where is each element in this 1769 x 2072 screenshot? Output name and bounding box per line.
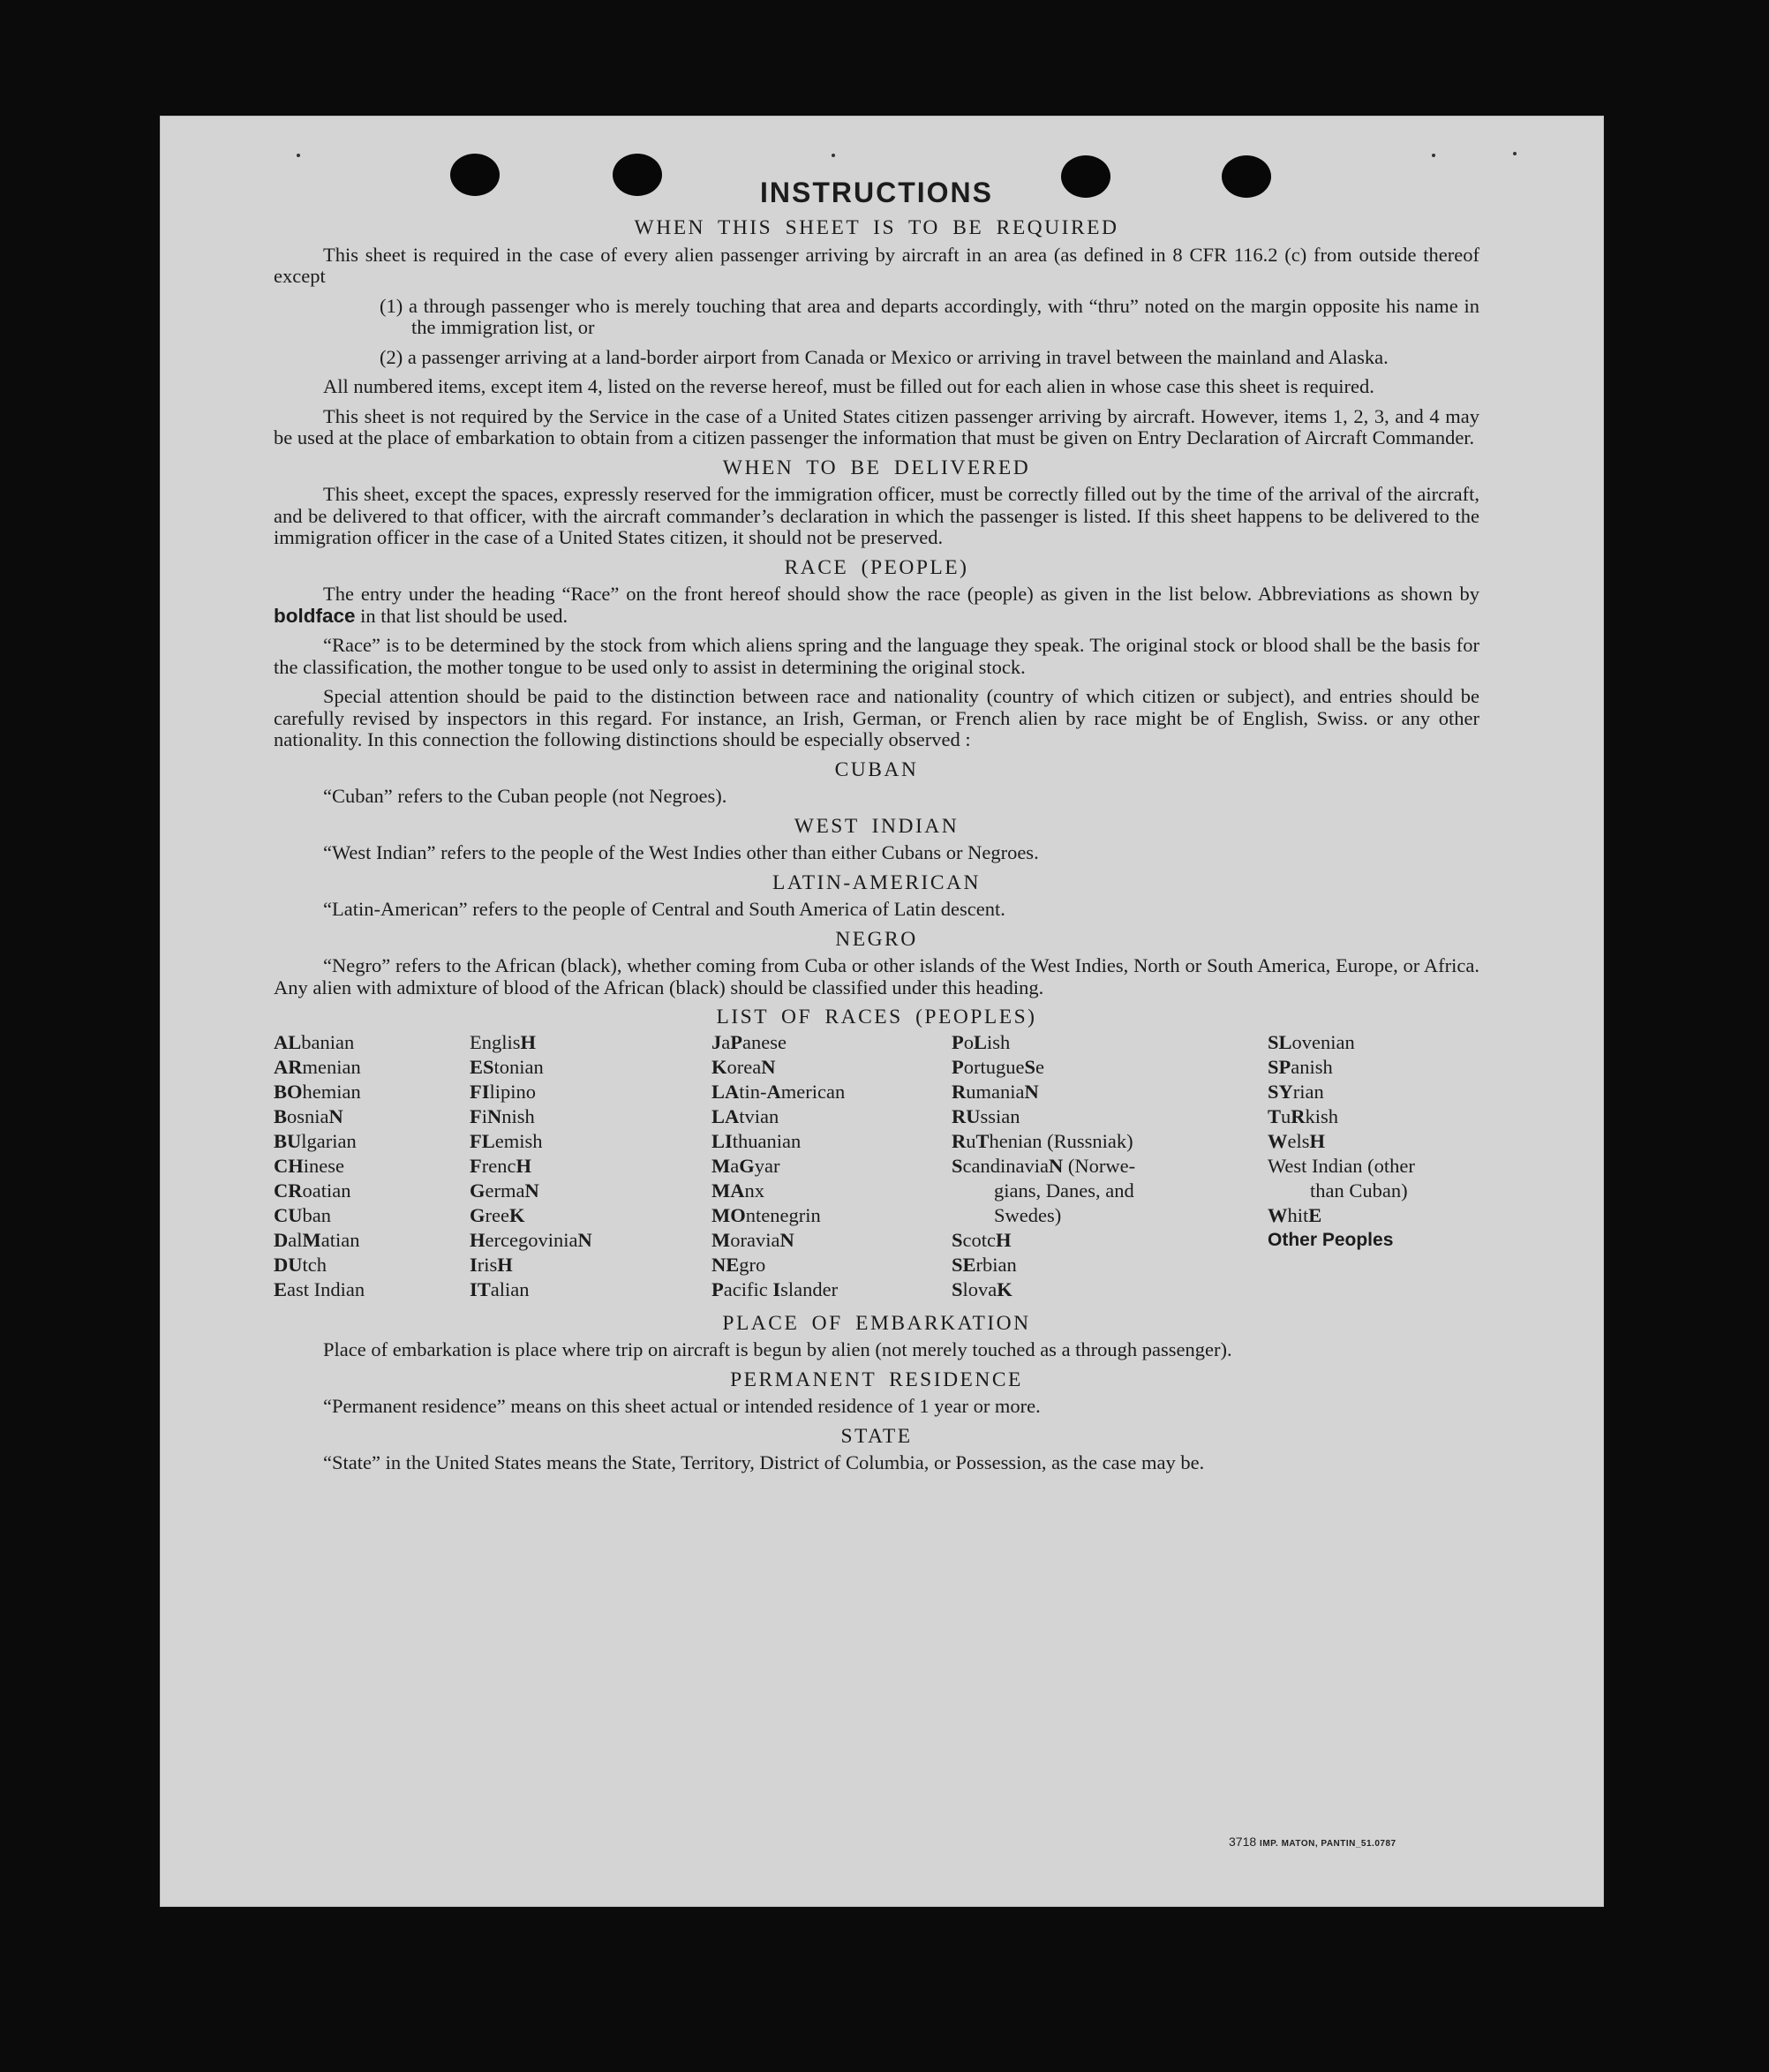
- race-entry: [711, 1154, 952, 1179]
- race-text: emish: [494, 1129, 543, 1152]
- race-text: atian: [320, 1228, 360, 1251]
- race-text: ortugue: [963, 1055, 1025, 1078]
- race-entry: [470, 1203, 711, 1228]
- race-entry: [274, 1104, 470, 1129]
- form-imprint: [1229, 1835, 1396, 1849]
- race-entry: [952, 1104, 1268, 1129]
- race-abbrev: B: [274, 1104, 288, 1127]
- race-entry-text-a: The entry under the heading “Race” on the front hereof should show the race (people) as given in the list below. Abbreviations as shown by: [323, 583, 1479, 605]
- race-text: ercegovinia: [485, 1228, 578, 1251]
- race-text: nx: [744, 1179, 764, 1202]
- instructions-body: [274, 175, 1479, 1482]
- race-abbrev: NE: [711, 1253, 740, 1276]
- race-abbrev: DU: [274, 1253, 303, 1276]
- race-abbrev: T: [975, 1129, 990, 1152]
- races-column: [711, 1030, 952, 1302]
- race-entry: [952, 1154, 1268, 1179]
- race-abbrev: LI: [711, 1129, 733, 1152]
- race-text: nish: [501, 1104, 535, 1127]
- race-text: Other Peoples: [1268, 1229, 1394, 1250]
- race-entry: [274, 1055, 470, 1080]
- race-text: hit: [1287, 1203, 1309, 1226]
- race-abbrev: P: [952, 1030, 964, 1053]
- heading-delivered: WHEN TO BE DELIVERED: [722, 456, 1031, 479]
- race-entry: [952, 1030, 1268, 1055]
- race-entry: [952, 1277, 1268, 1302]
- race-entry: [274, 1253, 470, 1277]
- race-entry: [1268, 1154, 1479, 1179]
- document-sheet: [161, 117, 1603, 1906]
- race-entry: [711, 1253, 952, 1277]
- race-text: West Indian (other: [1268, 1154, 1415, 1177]
- race-abbrev: E: [274, 1277, 288, 1300]
- race-entry: [470, 1179, 711, 1203]
- race-entry: [470, 1055, 711, 1080]
- race-abbrev: MA: [711, 1179, 745, 1202]
- races-list: [274, 1030, 1479, 1302]
- race-abbrev: S: [952, 1154, 963, 1177]
- race-entry: [274, 1179, 470, 1203]
- race-abbrev: LA: [711, 1080, 740, 1103]
- race-abbrev: BO: [274, 1080, 303, 1103]
- paragraph-west-indian: “West Indian” refers to the people of the West Indies other than either Cubans or Negroes.: [323, 841, 1039, 863]
- race-entry: [274, 1080, 470, 1104]
- races-column: [1268, 1030, 1479, 1302]
- race-entry: [1268, 1055, 1479, 1080]
- race-abbrev: N: [487, 1104, 502, 1127]
- race-abbrev: R: [952, 1129, 967, 1152]
- race-text: al: [288, 1228, 303, 1251]
- race-entry: [274, 1030, 470, 1055]
- race-entry: [952, 1203, 1268, 1228]
- race-text: Swedes): [994, 1203, 1062, 1226]
- race-abbrev: T: [1268, 1104, 1282, 1127]
- race-entry: [470, 1129, 711, 1154]
- race-abbrev: N: [1024, 1080, 1039, 1103]
- race-entry: [952, 1055, 1268, 1080]
- race-entry: [711, 1277, 952, 1302]
- race-abbrev: CU: [274, 1203, 303, 1226]
- races-column: [952, 1030, 1268, 1302]
- race-entry: [470, 1154, 711, 1179]
- race-text: (Norwe-: [1063, 1154, 1136, 1177]
- race-entry: [470, 1277, 711, 1302]
- race-text: merican: [780, 1080, 846, 1103]
- paragraph-cuban: “Cuban” refers to the Cuban people (not Negroes).: [323, 785, 727, 807]
- race-entry: [470, 1253, 711, 1277]
- race-text: u: [1281, 1104, 1291, 1127]
- race-entry-boldface: boldface: [274, 604, 356, 627]
- heading-race: RACE (PEOPLE): [784, 555, 969, 579]
- heading-latin-american: LATIN-AMERICAN: [772, 870, 982, 894]
- heading-cuban: CUBAN: [834, 757, 919, 781]
- race-text: rbian: [975, 1253, 1017, 1276]
- race-text: alian: [490, 1277, 530, 1300]
- race-text: ssian: [980, 1104, 1020, 1127]
- race-entry: [711, 1203, 952, 1228]
- race-text: slander: [780, 1277, 839, 1300]
- speck: [832, 154, 835, 157]
- race-abbrev: H: [497, 1253, 513, 1276]
- race-entry: [711, 1228, 952, 1253]
- speck: [1432, 154, 1435, 157]
- speck: [297, 154, 300, 157]
- heading-state: STATE: [840, 1424, 913, 1448]
- race-text: ntenegrin: [745, 1203, 821, 1226]
- race-text: gro: [739, 1253, 766, 1276]
- race-entry: [470, 1104, 711, 1129]
- race-text: osnia: [287, 1104, 329, 1127]
- race-abbrev: A: [766, 1080, 781, 1103]
- race-text: tin-: [739, 1080, 767, 1103]
- race-entry: [274, 1277, 470, 1302]
- race-text: candinavia: [962, 1154, 1049, 1177]
- race-text: tonian: [493, 1055, 544, 1078]
- race-text: erma: [485, 1179, 525, 1202]
- paragraph-race-determined: “Race” is to be determined by the stock from which aliens spring and the language they speak. The original stock or blood shall be the basis for the classification, the mother tongue to be used only to assist in determining the original stock.: [274, 634, 1479, 678]
- race-abbrev: FL: [470, 1129, 495, 1152]
- race-abbrev: P: [730, 1030, 742, 1053]
- heading-negro: NEGRO: [835, 927, 918, 951]
- race-text: acific: [723, 1277, 773, 1300]
- race-entry: [1268, 1104, 1479, 1129]
- race-text: rian: [1292, 1080, 1324, 1103]
- race-abbrev: SP: [1268, 1055, 1291, 1078]
- race-abbrev: E: [1308, 1203, 1322, 1226]
- race-text: gians, Danes, and: [994, 1179, 1134, 1202]
- race-entry-text-b: in that list should be used.: [360, 604, 568, 627]
- race-entry: [1268, 1080, 1479, 1104]
- race-text: i: [481, 1104, 488, 1127]
- race-abbrev: F: [470, 1104, 482, 1127]
- paragraph-state: “State” in the United States means the State, Territory, District of Columbia, or Possession, as the case may be.: [323, 1451, 1205, 1473]
- race-text: lova: [962, 1277, 997, 1300]
- race-entry: [711, 1080, 952, 1104]
- paragraph-citizen: This sheet is not required by the Service in the case of a United States citizen passenger arriving by aircraft. However, items 1, 2, 3, and 4 may be used at the place of embarkation to obtain from a citizen passenger the information that must be given on Entry Declaration of Aircraft Commander.: [274, 404, 1479, 448]
- heading-residence: PERMANENT RESIDENCE: [730, 1368, 1023, 1391]
- race-text: hemian: [302, 1080, 361, 1103]
- race-abbrev: H: [520, 1030, 537, 1053]
- race-entry: [470, 1080, 711, 1104]
- race-text: inese: [303, 1154, 344, 1177]
- race-abbrev: L: [974, 1030, 988, 1053]
- printer-imprint: IMP. MATON, PANTIN_51.0787: [1260, 1839, 1396, 1849]
- race-abbrev: SY: [1268, 1080, 1293, 1103]
- race-abbrev: N: [328, 1104, 343, 1127]
- heading-embarkation: PLACE OF EMBARKATION: [722, 1311, 1031, 1335]
- race-abbrev: IT: [470, 1277, 491, 1300]
- race-text: lgarian: [301, 1129, 357, 1152]
- form-number: 3718: [1229, 1835, 1257, 1849]
- race-abbrev: P: [711, 1277, 724, 1300]
- race-abbrev: K: [997, 1277, 1012, 1300]
- race-entry: [952, 1228, 1268, 1253]
- race-entry: [711, 1104, 952, 1129]
- race-text: els: [1287, 1129, 1310, 1152]
- race-text: oatian: [302, 1179, 351, 1202]
- heading-west-indian: WEST INDIAN: [794, 814, 960, 838]
- race-abbrev: ES: [470, 1055, 494, 1078]
- race-text: umania: [966, 1080, 1025, 1103]
- race-text: renc: [481, 1154, 516, 1177]
- race-abbrev: AL: [274, 1030, 302, 1053]
- race-entry: [274, 1228, 470, 1253]
- race-abbrev: M: [711, 1228, 731, 1251]
- race-entry: [952, 1253, 1268, 1277]
- race-abbrev: G: [470, 1203, 486, 1226]
- race-abbrev: H: [996, 1228, 1012, 1251]
- race-abbrev: F: [470, 1154, 482, 1177]
- race-abbrev: CH: [274, 1154, 304, 1177]
- race-text: ree: [485, 1203, 509, 1226]
- race-entry: [470, 1030, 711, 1055]
- race-abbrev: MO: [711, 1203, 746, 1226]
- race-abbrev: W: [1268, 1203, 1288, 1226]
- race-abbrev: H: [516, 1154, 531, 1177]
- race-entry: [1268, 1179, 1479, 1203]
- race-abbrev: M: [302, 1228, 321, 1251]
- race-abbrev: S: [1024, 1055, 1035, 1078]
- race-abbrev: D: [274, 1228, 289, 1251]
- race-abbrev: SE: [952, 1253, 976, 1276]
- race-text: e: [1035, 1055, 1044, 1078]
- race-abbrev: N: [577, 1228, 592, 1251]
- race-text: kish: [1305, 1104, 1339, 1127]
- race-text: ovenian: [1291, 1030, 1355, 1053]
- race-abbrev: S: [952, 1228, 963, 1251]
- race-abbrev: R: [1291, 1104, 1306, 1127]
- race-entry: [952, 1080, 1268, 1104]
- race-abbrev: G: [739, 1154, 755, 1177]
- race-abbrev: K: [711, 1055, 727, 1078]
- race-abbrev: N: [779, 1228, 794, 1251]
- race-entry: [711, 1129, 952, 1154]
- paragraph-item-1: (1) a through passenger who is merely touching that area and departs accordingly, with “thru” noted on the margin opposite his name in the immigration list, or: [380, 294, 1479, 338]
- paragraph-required-intro: This sheet is required in the case of every alien passenger arriving by aircraft in an area (as defined in 8 CFR 116.2 (c) from outside thereof except: [274, 243, 1479, 287]
- paragraph-embarkation: Place of embarkation is place where trip on aircraft is begun by alien (not merely touched as a through passenger).: [323, 1338, 1232, 1360]
- races-column: [274, 1030, 470, 1302]
- race-abbrev: G: [470, 1179, 486, 1202]
- race-abbrev: W: [1268, 1129, 1288, 1152]
- race-text: ast Indian: [287, 1277, 365, 1300]
- race-text: henian (Russniak): [989, 1129, 1133, 1152]
- race-text: Englis: [470, 1030, 521, 1053]
- race-text: tvian: [739, 1104, 779, 1127]
- heading-list-of-races: LIST OF RACES (PEOPLES): [716, 1006, 1037, 1028]
- race-abbrev: N: [761, 1055, 776, 1078]
- race-text: banian: [301, 1030, 355, 1053]
- race-text: thuanian: [732, 1129, 802, 1152]
- race-entry: [274, 1154, 470, 1179]
- paragraph-residence: “Permanent residence” means on this sheet actual or intended residence of 1 year or more.: [323, 1395, 1041, 1417]
- race-text: a: [730, 1154, 740, 1177]
- race-text: ish: [987, 1030, 1011, 1053]
- race-abbrev: FI: [470, 1080, 490, 1103]
- paragraph-latin-american: “Latin-American” refers to the people of Central and South America of Latin descent.: [323, 898, 1005, 920]
- race-entry: [711, 1055, 952, 1080]
- race-text: anish: [1291, 1055, 1333, 1078]
- race-text: anese: [742, 1030, 787, 1053]
- race-text: ris: [477, 1253, 498, 1276]
- race-text: u: [966, 1129, 976, 1152]
- race-abbrev: CR: [274, 1179, 303, 1202]
- race-abbrev: H: [470, 1228, 486, 1251]
- race-abbrev: P: [952, 1055, 964, 1078]
- races-column: [470, 1030, 711, 1302]
- race-text: ban: [302, 1203, 331, 1226]
- race-entry: [1268, 1030, 1479, 1055]
- speck: [1513, 152, 1517, 155]
- race-abbrev: N: [1048, 1154, 1064, 1177]
- race-abbrev: LA: [711, 1104, 740, 1127]
- race-abbrev: SL: [1268, 1030, 1292, 1053]
- race-text: oravia: [730, 1228, 780, 1251]
- race-abbrev: I: [470, 1253, 478, 1276]
- race-entry: [711, 1030, 952, 1055]
- race-abbrev: K: [508, 1203, 525, 1226]
- race-entry: [1268, 1228, 1479, 1253]
- race-entry: [274, 1203, 470, 1228]
- race-abbrev: BU: [274, 1129, 302, 1152]
- paragraph-item-2: (2) a passenger arriving at a land-border airport from Canada or Mexico or arriving in travel between the mainland and Alaska.: [380, 345, 1389, 368]
- race-entry: [274, 1129, 470, 1154]
- race-abbrev: RU: [952, 1104, 981, 1127]
- paragraph-numbered-items: All numbered items, except item 4, listed on the reverse hereof, must be filled out for each alien in whose case this sheet is required.: [323, 375, 1374, 397]
- race-text: than Cuban): [1310, 1179, 1408, 1202]
- race-text: yar: [754, 1154, 780, 1177]
- paragraph-race-attention: Special attention should be paid to the distinction between race and nationality (country of which citizen or subject), and entries should be carefully revised by inspectors in this regard. For instance, an Irish, German, or French alien by race might be of English, Swiss. or any other nationality. In this connection the following distinctions should be especially observed :: [274, 685, 1479, 750]
- race-text: menian: [302, 1055, 361, 1078]
- heading-required: WHEN THIS SHEET IS TO BE REQUIRED: [634, 216, 1119, 239]
- race-entry: [1268, 1203, 1479, 1228]
- race-abbrev: I: [772, 1277, 781, 1300]
- race-text: o: [963, 1030, 974, 1053]
- race-entry: [1268, 1129, 1479, 1154]
- race-abbrev: R: [952, 1080, 967, 1103]
- race-text: orea: [726, 1055, 762, 1078]
- race-text: cotc: [962, 1228, 996, 1251]
- race-entry: [711, 1179, 952, 1203]
- race-abbrev: S: [952, 1277, 963, 1300]
- paragraph-negro: “Negro” refers to the African (black), whether coming from Cuba or other islands of the West Indies, North or South America, Europe, or Africa. Any alien with admixture of blood of the African (black) should be classified under this heading.: [274, 954, 1479, 998]
- race-abbrev: AR: [274, 1055, 303, 1078]
- page-title: INSTRUCTIONS: [760, 177, 993, 208]
- paragraph-delivered: This sheet, except the spaces, expressly reserved for the immigration officer, must be correctly filled out by the time of the arrival of the aircraft, and be delivered to that officer, with the aircraft commander’s declaration in which the passenger is listed. If this sheet happens to be delivered to the immigration officer in the case of a United States citizen, it should not be preserved.: [274, 483, 1479, 548]
- race-abbrev: H: [1309, 1129, 1326, 1152]
- race-text: lipino: [489, 1080, 537, 1103]
- race-text: tch: [302, 1253, 327, 1276]
- race-abbrev: J: [711, 1030, 722, 1053]
- paragraph-race-entry: [274, 584, 1479, 627]
- race-entry: [470, 1228, 711, 1253]
- race-text: a: [721, 1030, 731, 1053]
- race-entry: [952, 1129, 1268, 1154]
- race-entry: [952, 1179, 1268, 1203]
- race-abbrev: N: [524, 1179, 539, 1202]
- race-abbrev: M: [711, 1154, 731, 1177]
